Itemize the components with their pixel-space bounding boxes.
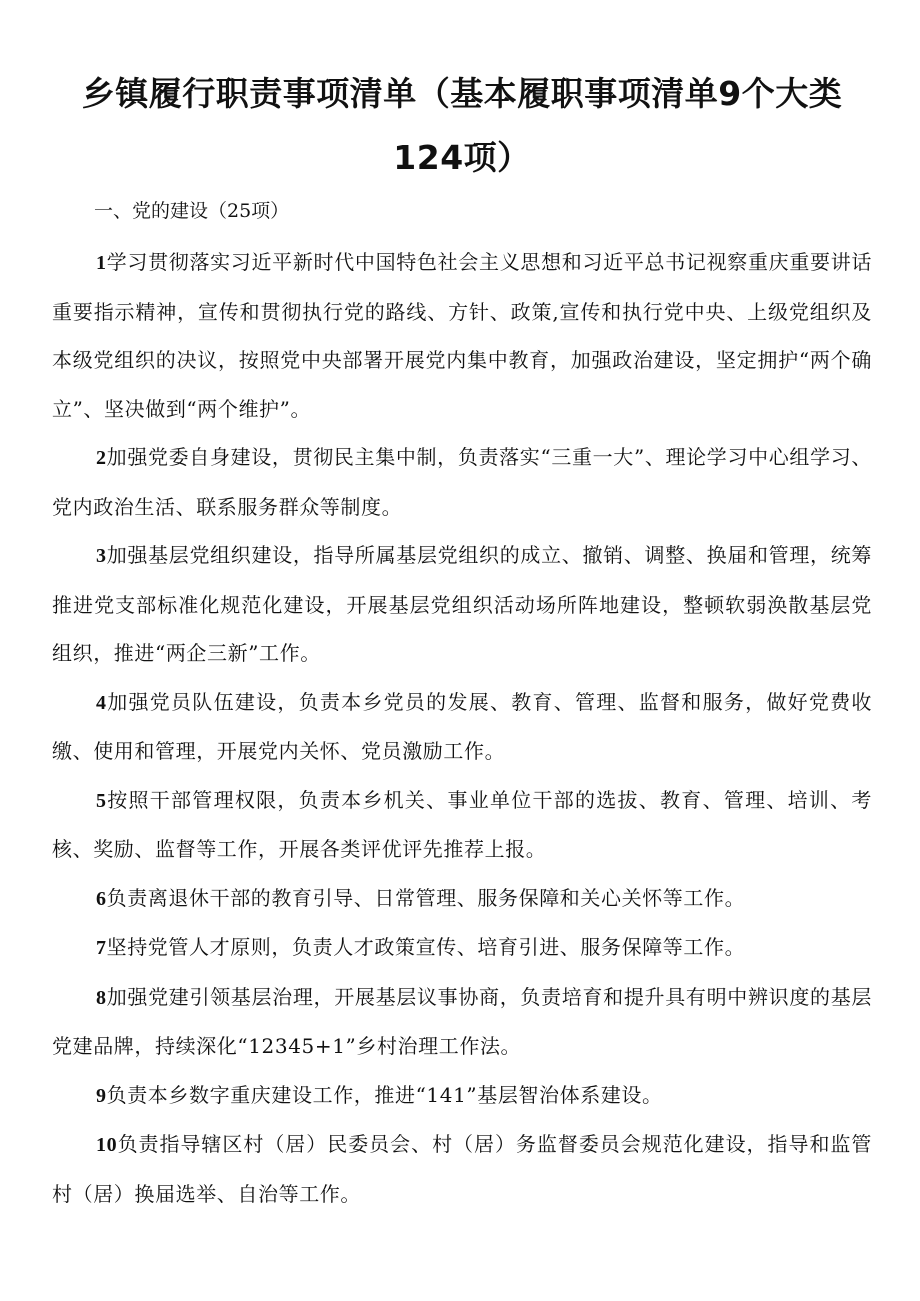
list-item — [52, 531, 872, 678]
list-item — [52, 874, 872, 924]
list-item — [52, 973, 872, 1071]
list-item — [52, 776, 872, 874]
section-heading: 一、党的建设（25项） — [94, 200, 290, 222]
item-text: 负责本乡数字重庆建设工作，推进“141”基层智治体系建设。 — [106, 1082, 663, 1107]
item-number: 7 — [96, 937, 107, 959]
item-number: 10 — [96, 1134, 118, 1156]
list-item — [52, 238, 872, 433]
item-text: 加强党建引领基层治理，开展基层议事协商，负责培育和提升具有明中辨识度的基层党建品牌，持续深化“12345+1”乡村治理工作法。 — [52, 984, 872, 1058]
item-text: 加强党委自身建设，贯彻民主集中制，负责落实“三重一大”、理论学习中心组学习、党内政治生活、联系服务群众等制度。 — [52, 445, 872, 519]
item-text: 负责离退休干部的教育引导、日常管理、服务保障和关心关怀等工作。 — [106, 885, 746, 910]
item-text: 负责指导辖区村（居）民委员会、村（居）务监督委员会规范化建设，指导和监管村（居）换届选举、自治等工作。 — [52, 1132, 872, 1206]
item-text: 加强基层党组织建设，指导所属基层党组织的成立、撤销、调整、换届和管理，统筹推进党支部标准化规范化建设，开展基层党组织活动场所阵地建设，整顿软弱涣散基层党组织，推进“两企三新”工作。 — [52, 543, 872, 665]
title-line-2: 124项） — [393, 138, 531, 177]
item-number: 1 — [96, 252, 107, 274]
document-title — [52, 62, 872, 190]
item-number: 4 — [96, 691, 107, 714]
item-text: 坚持党管人才原则，负责人才政策宣传、培育引进、服务保障等工作。 — [106, 935, 746, 959]
list-item — [52, 923, 872, 973]
item-number: 3 — [96, 545, 107, 567]
list-item — [52, 678, 872, 776]
title-line-1: 乡镇履行职责事项清单（基本履职事项清单9个大类 — [81, 74, 843, 113]
item-number: 2 — [96, 447, 107, 469]
item-text: 按照干部管理权限，负责本乡机关、事业单位干部的选拔、教育、管理、培训、考核、奖励、监督等工作，开展各类评优评先推荐上报。 — [52, 787, 872, 861]
list-item — [52, 1071, 872, 1121]
item-text: 学习贯彻落实习近平新时代中国特色社会主义思想和习近平总书记视察重庆重要讲话重要指示精神，宣传和贯彻执行党的路线、方针、政策,宣传和执行党中央、上级党组织及本级党组织的决议，按照党中央部署开展党内集中教育，加强政治建设，坚定拥护“两个确立”、坚决做到“两个维护”。 — [52, 250, 872, 421]
item-number: 8 — [96, 986, 107, 1009]
item-number: 9 — [96, 1084, 107, 1107]
list-item — [52, 433, 872, 531]
item-number: 5 — [96, 789, 107, 812]
item-number: 6 — [96, 887, 107, 910]
item-text: 加强党员队伍建设，负责本乡党员的发展、教育、管理、监督和服务，做好党费收缴、使用和管理，开展党内关怀、党员激励工作。 — [52, 689, 872, 763]
list-item — [52, 1120, 872, 1218]
